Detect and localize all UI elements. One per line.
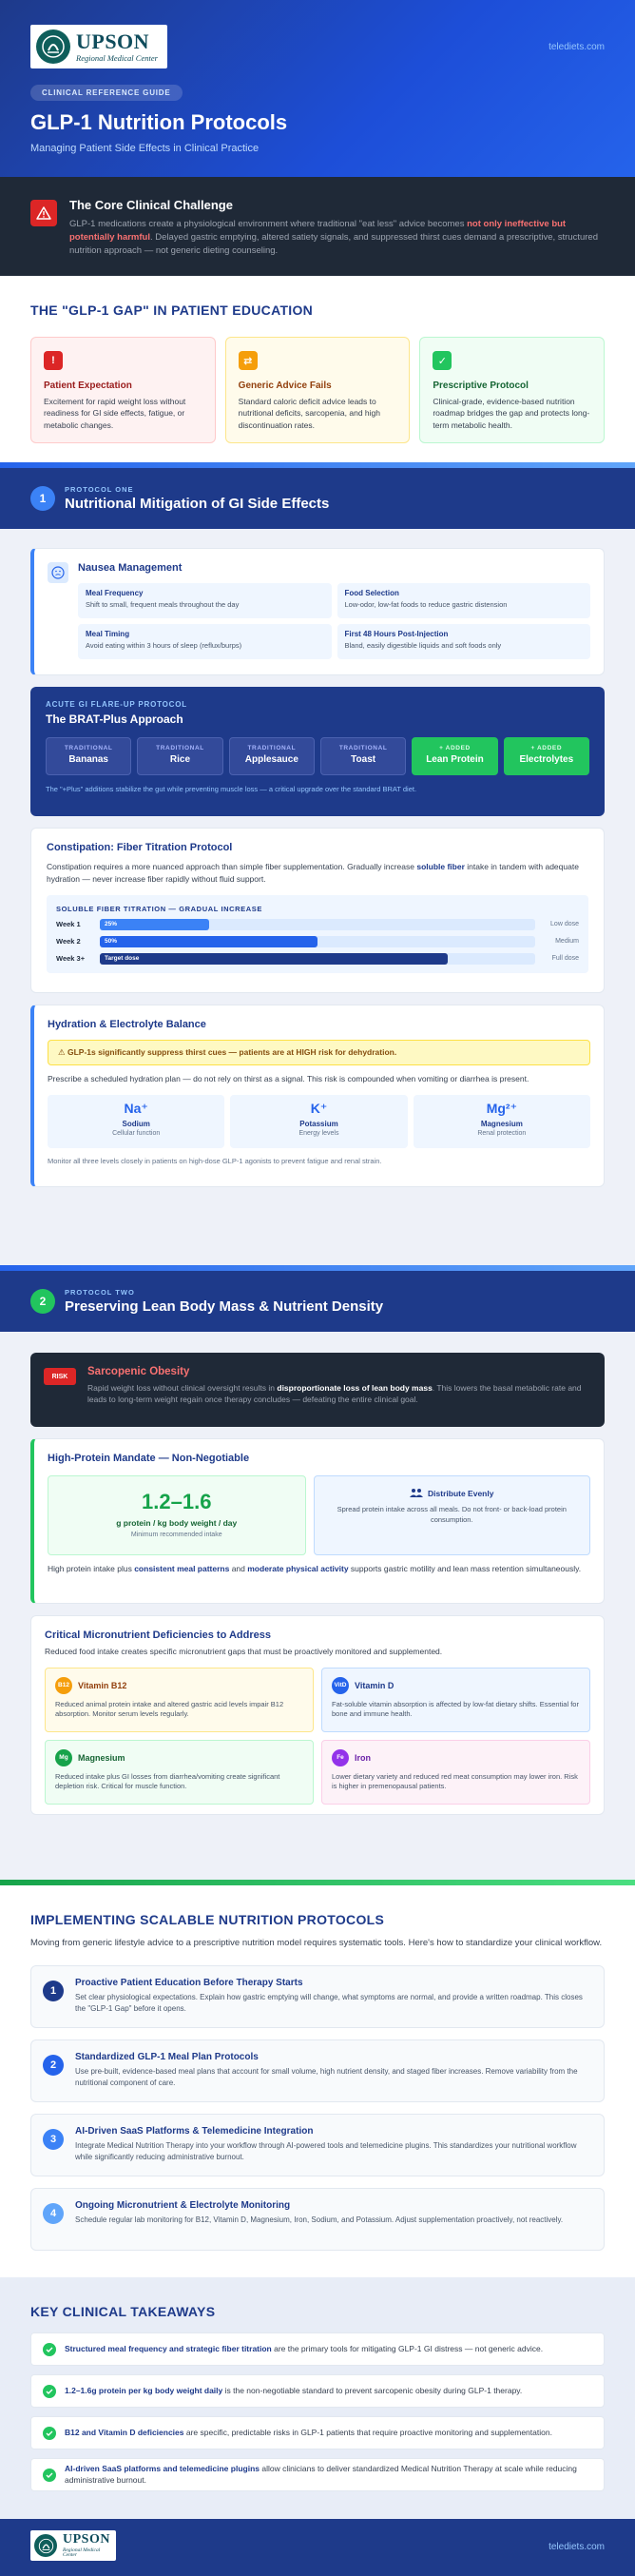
takeaways-section bbox=[0, 2277, 635, 2519]
protocol-number: 2 bbox=[30, 1289, 55, 1314]
brat-plus-card bbox=[30, 687, 605, 816]
check-icon bbox=[43, 2427, 56, 2440]
iron-icon: Fe bbox=[332, 1749, 349, 1766]
electrolyte-magnesium: Mg²⁺ Magnesium Renal protection bbox=[414, 1095, 590, 1148]
takeaway-item: AI-driven SaaS platforms and telemedicine plugins allow clinicians to deliver standardized Medical Nutrition Therapy at scale while reducing administrative burnout. bbox=[30, 2458, 605, 2491]
micro-vitamin-d: VitD Vitamin D Fat-soluble vitamin absorption is affected by low-fat dietary shifts. Essential for bone and immune health. bbox=[321, 1668, 590, 1732]
logo[interactable] bbox=[30, 25, 167, 68]
protocol-two-body bbox=[0, 1353, 635, 1880]
gap-card-expectation bbox=[30, 337, 216, 443]
check-icon bbox=[43, 2469, 56, 2482]
brat-note: The "+Plus" additions stabilize the gut while preventing muscle loss — a critical upgrade over the standard BRAT diet. bbox=[46, 785, 417, 793]
footer-logo[interactable] bbox=[30, 2530, 116, 2561]
nausea-face-icon bbox=[48, 562, 68, 583]
protocol-kicker: PROTOCOL ONE bbox=[65, 485, 134, 494]
challenge-title: The Core Clinical Challenge bbox=[69, 198, 233, 212]
fiber-titration-box bbox=[47, 895, 588, 973]
brat-item: TRADITIONAL Rice bbox=[137, 737, 222, 775]
brat-kicker: ACUTE GI FLARE-UP PROTOCOL bbox=[46, 700, 187, 709]
electrolyte-sodium: Na⁺ Sodium Cellular function bbox=[48, 1095, 224, 1148]
titration-bar: Target dose bbox=[100, 953, 448, 965]
gap-card-generic bbox=[225, 337, 411, 443]
hydration-alert: ⚠ GLP-1s significantly suppress thirst cues — patients are at HIGH risk for dehydration. bbox=[48, 1040, 590, 1065]
protein-title: High-Protein Mandate — Non-Negotiable bbox=[48, 1453, 250, 1464]
swap-icon: ⇄ bbox=[239, 351, 258, 370]
challenge-text: GLP-1 medications create a physiological environment where traditional "eat less" advice becomes not only ineffective but potentially harmful. Delayed gastric emptying, altered satiety signals, and suppressed thirst cues demand a prescriptive, structured nutrition approach — not generic dieting counseling. bbox=[69, 219, 598, 256]
check-icon: ✓ bbox=[433, 351, 452, 370]
protocol-two-header bbox=[0, 1271, 635, 1332]
brat-item-added: + ADDED Electrolytes bbox=[504, 737, 589, 775]
titration-bar: 25% bbox=[100, 919, 209, 930]
hydration-title: Hydration & Electrolyte Balance bbox=[48, 1019, 206, 1030]
step-number: 2 bbox=[43, 2055, 64, 2076]
logo-subtitle: Regional Medical Center bbox=[76, 52, 158, 63]
step-number: 4 bbox=[43, 2203, 64, 2224]
titration-row: Week 1 25% Low dose bbox=[56, 920, 579, 928]
sarcopenic-risk-card bbox=[30, 1353, 605, 1427]
brat-item: TRADITIONAL Applesauce bbox=[229, 737, 315, 775]
risk-badge: RISK bbox=[44, 1368, 76, 1385]
micro-b12: B12 Vitamin B12 Reduced animal protein intake and altered gastric acid levels impair B12 absorption. Monitor serum levels regularly. bbox=[45, 1668, 314, 1732]
titration-bar: 50% bbox=[100, 936, 318, 947]
protein-min: Minimum recommended intake bbox=[130, 1532, 222, 1538]
takeaway-item: B12 and Vitamin D deficiencies are specific, predictable risks in GLP-1 patients that require proactive monitoring and supplementation. bbox=[30, 2416, 605, 2449]
exclamation-icon: ! bbox=[44, 351, 63, 370]
warning-icon bbox=[30, 200, 57, 226]
brat-item: TRADITIONAL Bananas bbox=[46, 737, 131, 775]
site-link[interactable]: telediets.com bbox=[548, 42, 605, 52]
protocol-number: 1 bbox=[30, 486, 55, 511]
fiber-card bbox=[30, 828, 605, 993]
gap-card-desc: Standard caloric deficit advice leads to nutritional deficits, sarcopenia, and high discontinuation rates. bbox=[238, 397, 380, 430]
footer-logo-sub: Regional Medical Center bbox=[63, 2547, 101, 2558]
gap-card-desc: Excitement for rapid weight loss without readiness for GI side effects, fatigue, or metabolic changes. bbox=[44, 397, 186, 430]
logo-name: UPSON bbox=[76, 29, 150, 53]
page-subtitle: Managing Patient Side Effects in Clinical Practice bbox=[30, 143, 260, 154]
protocol-title: Nutritional Mitigation of GI Side Effects bbox=[65, 496, 330, 512]
protein-value: 1.2–1.6 bbox=[142, 1490, 212, 1513]
footer bbox=[0, 2519, 635, 2576]
nausea-tip: Meal Frequency Shift to small, frequent meals throughout the day bbox=[78, 583, 332, 618]
step-card: 1 Proactive Patient Education Before Therapy Starts Set clear physiological expectations. Explain how gastric emptying will change, what symptoms are normal, and provide a written roadmap. This closes the "GLP-1 Gap" before it opens. bbox=[30, 1965, 605, 2028]
nausea-title: Nausea Management bbox=[78, 562, 183, 574]
titration-row: Week 3+ Target dose Full dose bbox=[56, 954, 579, 963]
logo-emblem-icon bbox=[36, 29, 70, 64]
fiber-text: Constipation requires a more nuanced approach than simple fiber supplementation. Gradually increase soluble fiber intake in tandem with adequate hydration — never increase fiber rapidly without fluid support. bbox=[47, 862, 579, 884]
vitamin-d-icon: VitD bbox=[332, 1677, 349, 1694]
protein-text: High protein intake plus consistent meal patterns and moderate physical activity supports gastric motility and lean mass retention simultaneously. bbox=[48, 1564, 582, 1573]
b12-icon: B12 bbox=[55, 1677, 72, 1694]
takeaway-item: Structured meal frequency and strategic fiber titration are the primary tools for mitigating GLP-1 GI distress — not generic advice. bbox=[30, 2332, 605, 2366]
people-icon bbox=[410, 1488, 423, 1499]
nausea-tip: First 48 Hours Post-Injection Bland, easily digestible liquids and soft foods only bbox=[337, 624, 591, 659]
electrolyte-potassium: K⁺ Potassium Energy levels bbox=[230, 1095, 407, 1148]
page-title: GLP-1 Nutrition Protocols bbox=[30, 110, 288, 134]
protein-unit: g protein / kg body weight / day bbox=[116, 1518, 238, 1528]
implement-intro: Moving from generic lifestyle advice to a prescriptive nutrition model requires systematic tools. Here's how to standardize your clinical workflow. bbox=[30, 1938, 603, 1948]
protein-distribute: Distribute Evenly Spread protein intake across all meals. Do not front- or back-load protein consumption. bbox=[314, 1475, 591, 1555]
gap-card-prescriptive bbox=[419, 337, 605, 443]
step-card: 3 AI-Driven SaaS Platforms & Telemedicine Integration Integrate Medical Nutrition Therapy into your workflow through AI-powered tools and telemedicine plugins. This standardizes your nutritional workflow while significantly reducing administrative burnout. bbox=[30, 2114, 605, 2176]
micronutrient-card bbox=[30, 1615, 605, 1815]
titration-row: Week 2 50% Medium bbox=[56, 937, 579, 946]
micro-text: Reduced food intake creates specific micronutrient gaps that must be proactively monitored and supplemented. bbox=[45, 1647, 443, 1656]
protocol-one-body bbox=[0, 548, 635, 1265]
protein-card bbox=[30, 1438, 605, 1604]
step-card: 4 Ongoing Micronutrient & Electrolyte Monitoring Schedule regular lab monitoring for B12, Vitamin D, Magnesium, Iron, Sodium, and Potassium. Adjust supplementation proactively, not reactively. bbox=[30, 2188, 605, 2251]
hydration-text: Prescribe a scheduled hydration plan — do not rely on thirst as a signal. This risk is compounded when vomiting or diarrhea is present. bbox=[48, 1074, 529, 1083]
micro-iron: Fe Iron Lower dietary variety and reduced red meat consumption may lower iron. Risk is higher in premenopausal patients. bbox=[321, 1740, 590, 1805]
takeaways-title: KEY CLINICAL TAKEAWAYS bbox=[30, 2304, 216, 2319]
sarco-text: Rapid weight loss without clinical oversight results in disproportionate loss of lean body mass. This lowers the basal metabolic rate and leads to long-term weight regain once therapy concludes — defeating the entire clinical goal. bbox=[87, 1383, 582, 1405]
gap-card-desc: Clinical-grade, evidence-based nutrition roadmap bridges the gap and protects long-term metabolic health. bbox=[433, 397, 590, 430]
sarco-title: Sarcopenic Obesity bbox=[87, 1366, 190, 1377]
core-challenge bbox=[0, 177, 635, 276]
protocol-kicker: PROTOCOL TWO bbox=[65, 1288, 135, 1297]
protocol-title: Preserving Lean Body Mass & Nutrient Density bbox=[65, 1298, 384, 1315]
check-icon bbox=[43, 2385, 56, 2398]
footer-site-link[interactable]: telediets.com bbox=[548, 2542, 605, 2552]
gap-card-title: Prescriptive Protocol bbox=[433, 381, 529, 391]
check-icon bbox=[43, 2343, 56, 2356]
footer-logo-name: UPSON bbox=[63, 2531, 110, 2547]
protein-target bbox=[48, 1475, 306, 1555]
brat-item-added: + ADDED Lean Protein bbox=[412, 737, 497, 775]
brat-title: The BRAT-Plus Approach bbox=[46, 712, 183, 726]
header bbox=[0, 0, 635, 177]
brat-item: TRADITIONAL Toast bbox=[320, 737, 406, 775]
step-number: 1 bbox=[43, 1981, 64, 2001]
step-card: 2 Standardized GLP-1 Meal Plan Protocols Use pre-built, evidence-based meal plans that account for small volume, high nutrient density, and staged fiber increases. Remove variability from the nutritional component of care. bbox=[30, 2039, 605, 2102]
gap-card-title: Patient Expectation bbox=[44, 381, 132, 391]
hydration-card bbox=[30, 1005, 605, 1187]
gap-card-title: Generic Advice Fails bbox=[238, 381, 332, 391]
implement-title: IMPLEMENTING SCALABLE NUTRITION PROTOCOLS bbox=[30, 1912, 385, 1927]
fiber-box-title: SOLUBLE FIBER TITRATION — GRADUAL INCREASE bbox=[56, 904, 263, 913]
fiber-title: Constipation: Fiber Titration Protocol bbox=[47, 842, 233, 853]
guide-badge: CLINICAL REFERENCE GUIDE bbox=[30, 85, 183, 101]
warning-icon: ⚠ bbox=[58, 1047, 67, 1057]
micro-title: Critical Micronutrient Deficiencies to Address bbox=[45, 1630, 271, 1641]
step-number: 3 bbox=[43, 2129, 64, 2150]
logo-emblem-icon bbox=[34, 2534, 57, 2557]
hydration-note: Monitor all three levels closely in patients on high-dose GLP-1 agonists to prevent fatigue and renal strain. bbox=[48, 1156, 382, 1165]
protocol-one-header bbox=[0, 468, 635, 529]
gap-title: THE "GLP-1 GAP" IN PATIENT EDUCATION bbox=[30, 302, 314, 318]
nausea-tip: Meal Timing Avoid eating within 3 hours of sleep (reflux/burps) bbox=[78, 624, 332, 659]
challenge-highlight: not only ineffective but potentially harmful bbox=[69, 219, 567, 243]
glp1-gap-section bbox=[0, 276, 635, 462]
magnesium-icon: Mg bbox=[55, 1749, 72, 1766]
micro-magnesium: Mg Magnesium Reduced intake plus GI losses from diarrhea/vomiting create significant depletion risk. Critical for muscle function. bbox=[45, 1740, 314, 1805]
nausea-card bbox=[30, 548, 605, 675]
takeaway-item: 1.2–1.6g protein per kg body weight daily is the non-negotiable standard to prevent sarcopenic obesity during GLP-1 therapy. bbox=[30, 2374, 605, 2408]
implementation-section bbox=[0, 1885, 635, 2277]
nausea-tip: Food Selection Low-odor, low-fat foods to reduce gastric distension bbox=[337, 583, 591, 618]
